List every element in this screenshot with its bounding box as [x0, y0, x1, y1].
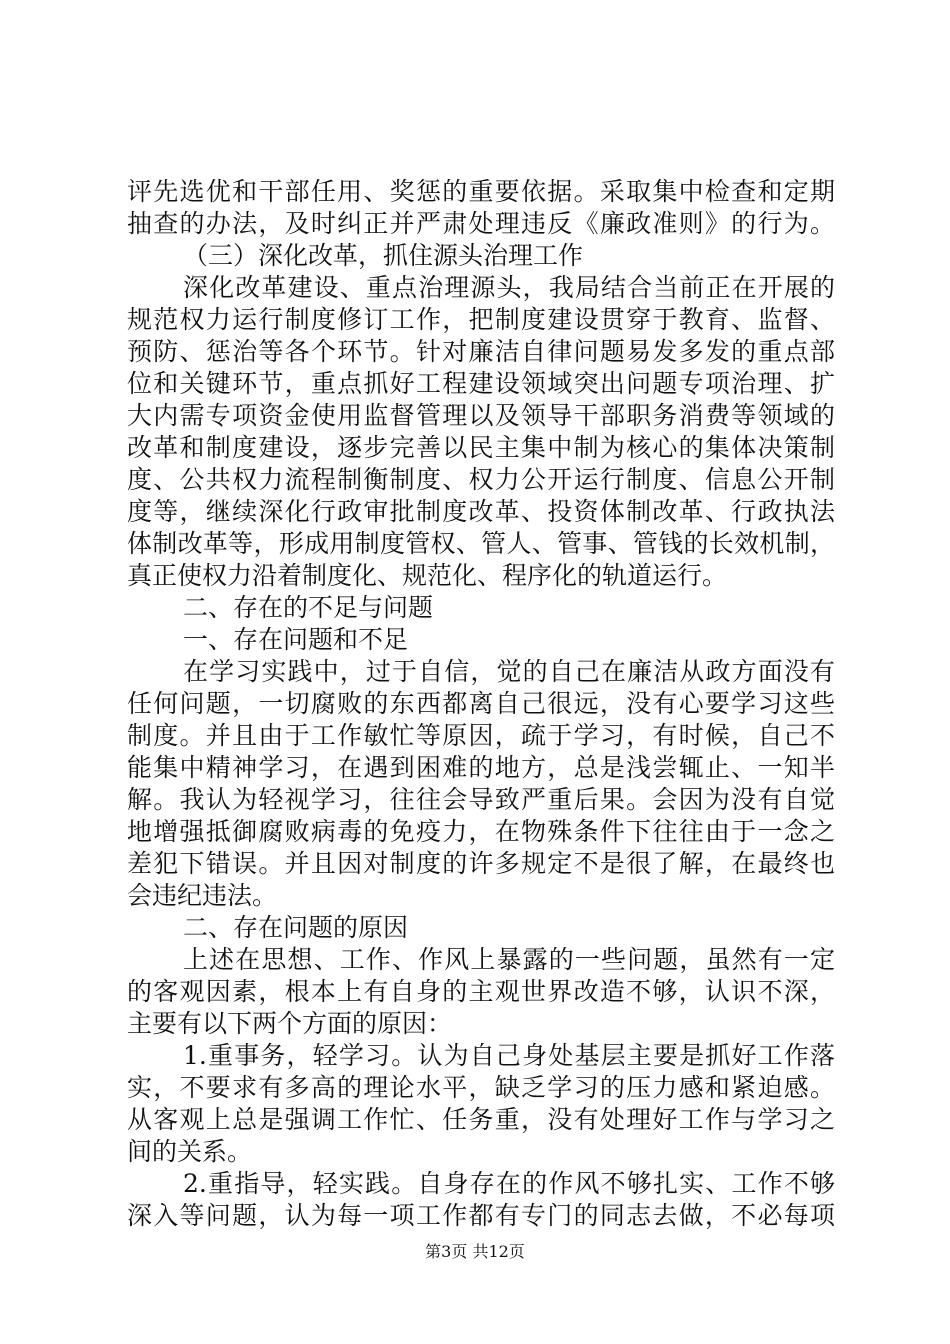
- section-heading: （三）深化改革，抓住源头治理工作: [183, 241, 584, 270]
- text-line: 地增强抵御腐败病毒的免疫力，在物殊条件下往往由于一念之: [127, 817, 835, 846]
- text-line: 位和关键环节，重点抓好工程建设领域突出问题专项治理、扩: [127, 369, 835, 398]
- text-line: 会违纪违法。: [127, 881, 278, 910]
- text-line: 度、公共权力流程制衡制度、权力公开运行制度、信息公开制: [127, 465, 835, 494]
- text-line: 在学习实践中，过于自信，觉的自己在廉洁从政方面没有: [183, 657, 835, 686]
- text-line: 从客观上总是强调工作忙、任务重，没有处理好工作与学习之: [127, 1105, 835, 1134]
- text-line: 的客观因素，根本上有自身的主观世界改造不够，认识不深，: [127, 977, 835, 1006]
- page-number-footer: 第3页 共12页: [425, 1242, 525, 1261]
- text-line: 2.重指导，轻实践。自身存在的作风不够扎实、工作不够: [183, 1169, 835, 1198]
- section-heading: 二、存在问题的原因: [183, 913, 409, 942]
- text-line: 体制改革等，形成用制度管权、管人、管事、管钱的长效机制，: [127, 529, 835, 558]
- document-body: [127, 176, 835, 1232]
- text-line: 1.重事务，轻学习。认为自己身处基层主要是抓好工作落: [183, 1041, 835, 1070]
- text-line: 大内需专项资金使用监督管理以及领导干部职务消费等领域的: [127, 401, 835, 430]
- text-line: 抽查的办法，及时纠正并严肃处理违反《廉政准则》的行为。: [127, 209, 835, 238]
- section-heading: 二、存在的不足与问题: [183, 593, 434, 622]
- text-line: 间的关系。: [127, 1137, 253, 1166]
- text-line: 评先选优和干部任用、奖惩的重要依据。采取集中检查和定期: [127, 177, 835, 206]
- text-line: 预防、惩治等各个环节。针对廉洁自律问题易发多发的重点部: [127, 337, 835, 366]
- text-line: 差犯下错误。并且因对制度的许多规定不是很了解，在最终也: [127, 849, 835, 878]
- text-line: 度等，继续深化行政审批制度改革、投资体制改革、行政执法: [127, 497, 835, 526]
- text-line: 深化改革建设、重点治理源头，我局结合当前正在开展的: [183, 273, 835, 302]
- text-line: 解。我认为轻视学习，往往会导致严重后果。会因为没有自觉: [127, 785, 835, 814]
- text-line: 规范权力运行制度修订工作，把制度建设贯穿于教育、监督、: [127, 305, 835, 334]
- text-line: 能集中精神学习，在遇到困难的地方，总是浅尝辄止、一知半: [127, 753, 835, 782]
- text-line: 实，不要求有多高的理论水平，缺乏学习的压力感和紧迫感。: [127, 1073, 835, 1102]
- text-line: 改革和制度建设，逐步完善以民主集中制为核心的集体决策制: [127, 433, 835, 462]
- section-heading: 一、存在问题和不足: [183, 625, 409, 654]
- text-line: 制度。并且由于工作敏忙等原因，疏于学习，有时候，自己不: [127, 721, 835, 750]
- text-line: 上述在思想、工作、作风上暴露的一些问题，虽然有一定: [183, 945, 835, 974]
- text-line: 深入等问题，认为每一项工作都有专门的同志去做，不必每项: [127, 1201, 835, 1230]
- text-line: 主要有以下两个方面的原因：: [127, 1009, 453, 1038]
- text-line: 任何问题，一切腐败的东西都离自己很远，没有心要学习这些: [127, 689, 835, 718]
- text-line: 真正使权力沿着制度化、规范化、程序化的轨道运行。: [127, 561, 728, 590]
